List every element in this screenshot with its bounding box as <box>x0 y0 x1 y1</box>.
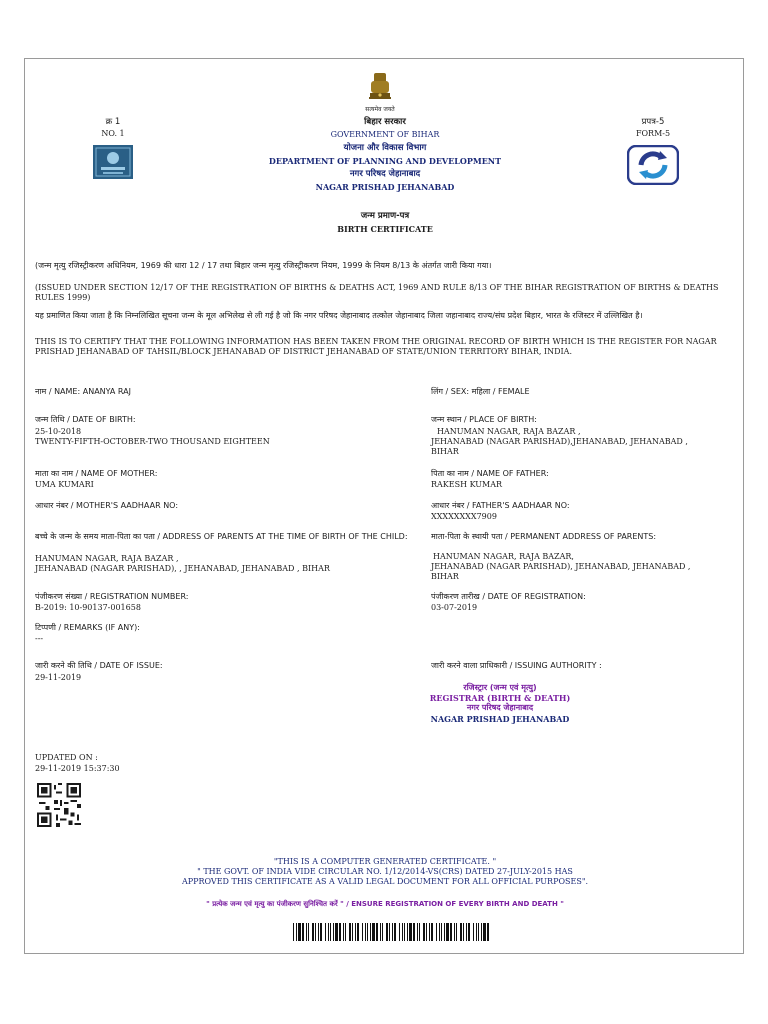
mother-name-label: माता का नाम / NAME OF MOTHER: <box>35 469 158 478</box>
dob-words: TWENTY-FIFTH-OCTOBER-TWO THOUSAND EIGHTEEN <box>35 437 270 446</box>
footer-approval: APPROVED THIS CERTIFICATE AS A VALID LEGAL DOCUMENT FOR ALL OFFICIAL PURPOSES". <box>181 877 589 886</box>
footer-computer-generated: "THIS IS A COMPUTER GENERATED CERTIFICATE. " <box>273 857 497 866</box>
footer-circular: " THE GOVT. OF INDIA VIDE CIRCULAR NO. 1/12/2014-VS(CRS) DATED 27-JULY-2015 HAS <box>197 867 573 876</box>
serial-number-en: NO. 1 <box>101 129 125 138</box>
sex-label: लिंग / SEX: <box>431 387 470 396</box>
crs-logo-icon <box>627 145 679 185</box>
form-number-en: FORM-5 <box>635 129 671 138</box>
certificate-title-hi: जन्म प्रमाण-पत्र <box>360 211 410 221</box>
pob-label: जन्म स्थान / PLACE OF BIRTH: <box>431 415 538 424</box>
issued-under-hi: (जन्म मृत्यु रजिस्ट्रीकरण अधिनियम, 1969 की धारा 12 / 17 तथा बिहार जन्म मृत्यु रजिस्ट्रीकरण नियम, 1999 के नियम 8/13 के अंतर्गत जारी किया गया। <box>35 261 492 270</box>
serial-number-hi: क्र 1 <box>105 117 121 127</box>
remarks-value: --- <box>35 634 44 643</box>
issued-under-en: (ISSUED UNDER SECTION 12/17 OF THE REGISTRATION OF BIRTHS & DEATHS ACT, 1969 AND RULE 8/13 OF THE BIHAR REGISTRATION OF BIRTHS & DEATHS RULES 1999) <box>35 283 719 302</box>
qr-code-icon <box>37 783 81 827</box>
remarks-label: टिप्पणी / REMARKS (IF ANY): <box>35 623 140 632</box>
name-value: ANANYA RAJ <box>82 387 131 396</box>
birth-address-line2: JEHANABAD (NAGAR PARISHAD), , JEHANABAD, JEHANABAD , BIHAR <box>35 564 330 573</box>
mother-name-value: UMA KUMARI <box>35 480 94 489</box>
issue-date-label: जारी करने की तिथि / DATE OF ISSUE: <box>35 661 163 670</box>
updated-on-value: 29-11-2019 15:37:30 <box>35 764 120 773</box>
sex-value: महिला / FEMALE <box>471 387 530 396</box>
issuing-authority-label: जारी करने वाला प्राधिकारी / ISSUING AUTHORITY : <box>431 661 602 670</box>
certify-statement-hi: यह प्रमाणित किया जाता है कि निम्नलिखित सूचना जन्म के मूल अभिलेख से ली गई है जो कि नगर परिषद जेहानाबाद तत्कोल जेहानाबाद जिला जहानाबाद राज्य/संघ प्रदेश बिहार, भारत के रजिस्टर में उल्लिखित है। <box>35 311 643 320</box>
father-aadhaar-value: XXXXXXXX7909 <box>431 512 497 521</box>
certify-statement-en: THIS IS TO CERTIFY THAT THE FOLLOWING INFORMATION HAS BEEN TAKEN FROM THE ORIGINAL RECORD OF BIRTH WHICH IS THE REGISTER FOR NAGAR PRISHAD JEHANABAD OF TAHSIL/BLOCK JEHANABAD OF DISTRICT JEHANABAD OF STATE/UNION TERRITORY BIHAR, INDIA. <box>35 337 717 356</box>
pob-line3: BIHAR <box>431 447 459 456</box>
department-hi: योजना और विकास विभाग <box>343 143 427 153</box>
father-aadhaar-label: आधार नंबर / FATHER'S AADHAAR NO: <box>431 501 570 510</box>
barcode-icon <box>293 923 489 941</box>
birth-address-label: बच्चे के जन्म के समय माता-पिता का पता / ADDRESS OF PARENTS AT THE TIME OF BIRTH OF THE CHILD: <box>35 532 408 541</box>
pob-line1: HANUMAN NAGAR, RAJA BAZAR , <box>437 427 581 436</box>
registration-number-label: पंजीकरण संख्या / REGISTRATION NUMBER: <box>35 592 189 601</box>
pob-line2: JEHANABAD (NAGAR PARISHAD),JEHANABAD, JEHANABAD , <box>431 437 688 446</box>
office-name-hi: नगर परिषद जेहानाबाद <box>349 169 421 179</box>
registrar-office-hi: नगर परिषद जेहानाबाद <box>466 703 534 712</box>
registration-date-label: पंजीकरण तारीख / DATE OF REGISTRATION: <box>431 592 586 601</box>
permanent-address-line2: JEHANABAD (NAGAR PARISHAD), JEHANABAD, JEHANABAD , <box>431 562 691 571</box>
updated-on-label: UPDATED ON : <box>35 753 98 762</box>
department-en: DEPARTMENT OF PLANNING AND DEVELOPMENT <box>268 156 502 166</box>
dob-label: जन्म तिथि / DATE OF BIRTH: <box>35 415 136 424</box>
permanent-address-line1: HANUMAN NAGAR, RAJA BAZAR, <box>433 552 574 561</box>
office-name-en: NAGAR PRISHAD JEHANABAD <box>315 182 455 192</box>
name-label: नाम / NAME: <box>35 387 81 396</box>
state-name-en: GOVERNMENT OF BIHAR <box>330 130 440 139</box>
state-name-hi: बिहार सरकार <box>364 117 406 127</box>
registrar-title-en: REGISTRAR (BIRTH & DEATH) <box>429 693 571 703</box>
registration-number-value: B-2019: 10-90137-001658 <box>35 603 141 612</box>
father-name-label: पिता का नाम / NAME OF FATHER: <box>431 469 549 478</box>
sex-field <box>431 387 731 397</box>
issue-date-value: 29-11-2019 <box>35 673 82 682</box>
permanent-address-line3: BIHAR <box>431 572 459 581</box>
registrar-title-hi: रजिस्ट्रार (जन्म एवं मृत्यु) <box>463 683 537 692</box>
footer-slogan: " प्रत्येक जन्म एवं मृत्यु का पंजीकरण सुनिश्चित करें " / ENSURE REGISTRATION OF EVERY BIRTH AND DEATH " <box>206 900 564 908</box>
father-name-value: RAKESH KUMAR <box>431 480 503 489</box>
permanent-address-label: माता-पिता के स्थायी पता / PERMANENT ADDRESS OF PARENTS: <box>431 532 657 541</box>
emblem-caption: सत्यमेव जयते <box>365 106 395 113</box>
form-number-hi: प्रपत्र-5 <box>641 117 665 127</box>
birth-address-line1: HANUMAN NAGAR, RAJA BAZAR , <box>35 554 179 563</box>
registrar-office-en: NAGAR PRISHAD JEHANABAD <box>430 714 570 724</box>
registration-date-value: 03-07-2019 <box>431 603 478 612</box>
dept-logo-icon <box>93 145 133 179</box>
birth-certificate-page <box>24 58 744 954</box>
name-field <box>35 387 415 397</box>
certificate-title-en: BIRTH CERTIFICATE <box>337 224 433 234</box>
dob-value: 25-10-2018 <box>35 427 82 436</box>
mother-aadhaar-label: आधार नंबर / MOTHER'S AADHAAR NO: <box>35 501 179 510</box>
national-emblem-icon <box>365 71 395 109</box>
